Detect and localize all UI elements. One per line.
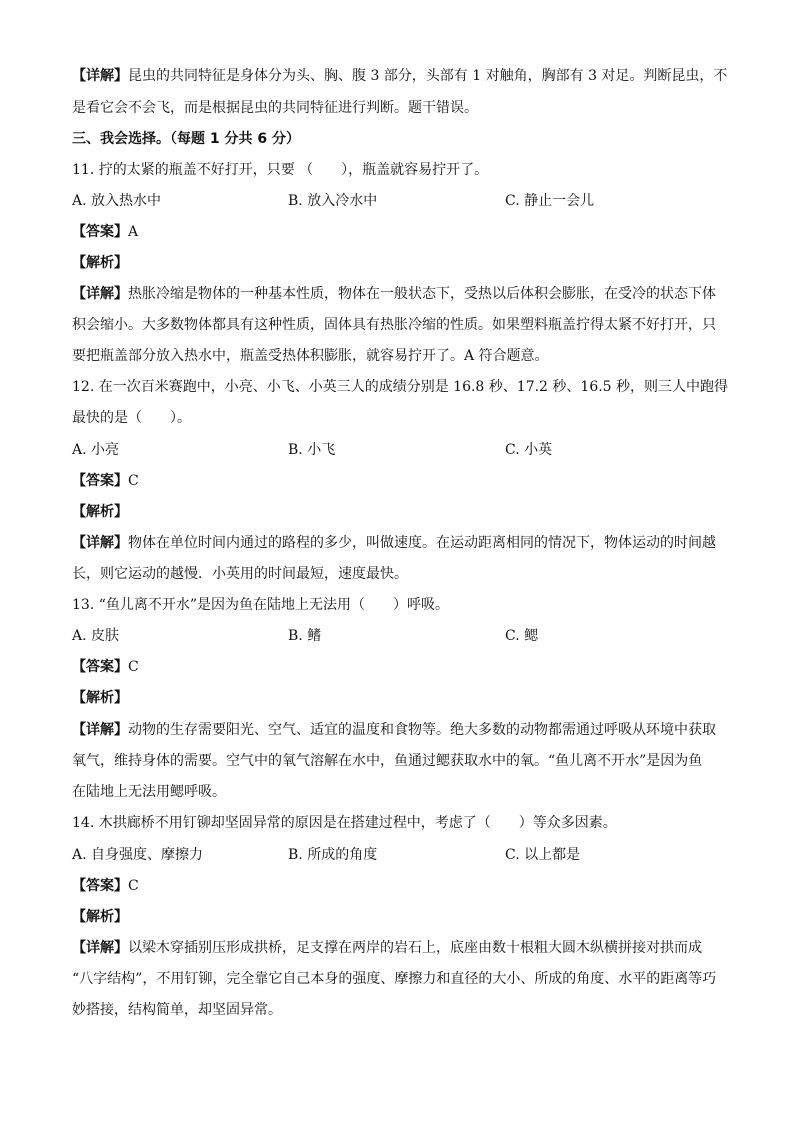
q13-stem: 13. “鱼儿离不开水”是因为鱼在陆地上无法用（ ）呼吸。 bbox=[72, 597, 450, 613]
detail-tag: 【详解】 bbox=[72, 286, 128, 302]
q11-option-a: A. 放入热水中 bbox=[72, 193, 162, 209]
detail-tag: 【详解】 bbox=[72, 722, 128, 738]
q14-detail-line-2: “八字结构”，不用钉铆，完全靠它自己本身的强度、摩擦力和直径的大小、所成的角度、水平的距离等巧 bbox=[72, 971, 717, 987]
q14-detail-line-1 bbox=[72, 938, 724, 958]
q11-detail-line-3: 要把瓶盖部分放入热水中，瓶盖受热体积膨胀，就容易拧开了。A 符合题意。 bbox=[72, 348, 549, 364]
answer-value: A bbox=[128, 224, 139, 240]
q13-detail-line-3: 在陆地上无法用鳃呼吸。 bbox=[72, 784, 226, 800]
q13-detail-line-1 bbox=[72, 720, 724, 740]
intro-detail-line-2: 是看它会不会飞，而是根据昆虫的共同特征进行判断。题干错误。 bbox=[72, 100, 478, 116]
q11-option-c: C. 静止一会儿 bbox=[505, 193, 595, 209]
q14-answer bbox=[72, 876, 724, 896]
q11-detail-line-1 bbox=[72, 284, 724, 304]
q12-option-a: A. 小亮 bbox=[72, 442, 120, 458]
q11-detail-line-2: 积会缩小。大多数物体都具有这种性质，固体具有热胀冷缩的性质。如果塑料瓶盖拧得太紧不好打开，只 bbox=[72, 317, 716, 333]
answer-tag: 【答案】 bbox=[72, 659, 128, 675]
answer-tag: 【答案】 bbox=[72, 224, 128, 240]
q13-analysis-tag: 【解析】 bbox=[72, 690, 128, 706]
q13-option-a: A. 皮肤 bbox=[72, 628, 120, 644]
detail-tag: 【详解】 bbox=[72, 68, 128, 84]
intro-detail-line-1 bbox=[72, 66, 728, 86]
detail-text: 热胀冷缩是物体的一种基本性质，物体在一般状态下，受热以后体积会膨胀，在受冷的状态下体 bbox=[128, 286, 716, 302]
detail-text: 昆虫的共同特征是身体分为头、胸、腹 3 部分，头部有 1 对触角，胸部有 3 对足。判断昆虫，不 bbox=[128, 68, 728, 84]
q11-option-b: B. 放入冷水中 bbox=[288, 193, 378, 209]
q14-detail-line-3: 妙搭接，结构简单，却坚固异常。 bbox=[72, 1002, 282, 1018]
q14-stem: 14. 木拱廊桥不用钉铆却坚固异常的原因是在搭建过程中，考虑了（ ）等众多因素。 bbox=[72, 815, 617, 831]
answer-value: C bbox=[128, 659, 139, 675]
q11-answer bbox=[72, 222, 724, 242]
answer-value: C bbox=[128, 473, 139, 489]
q13-option-b: B. 鳍 bbox=[288, 628, 322, 644]
detail-tag: 【详解】 bbox=[72, 535, 128, 551]
q11-options bbox=[72, 191, 724, 211]
q14-option-c: C. 以上都是 bbox=[505, 847, 581, 863]
q12-options bbox=[72, 440, 724, 460]
answer-tag: 【答案】 bbox=[72, 473, 128, 489]
q13-options bbox=[72, 626, 724, 646]
detail-text: 动物的生存需要阳光、空气、适宜的温度和食物等。绝大多数的动物都需通过呼吸从环境中获取 bbox=[128, 722, 716, 738]
section-title: 三、我会选择。（每题 1 分共 6 分） bbox=[72, 131, 300, 147]
answer-value: C bbox=[128, 878, 139, 894]
q13-detail-line-2: 氧气，维持身体的需要。空气中的氧气溶解在水中，鱼通过鳃获取水中的氧。“鱼儿离不开水”是因为鱼 bbox=[72, 753, 703, 769]
q12-analysis-tag: 【解析】 bbox=[72, 504, 128, 520]
q11-stem: 11. 拧的太紧的瓶盖不好打开，只要 （ ），瓶盖就容易拧开了。 bbox=[72, 162, 489, 178]
q14-analysis-tag: 【解析】 bbox=[72, 909, 128, 925]
q12-stem-line-2: 最快的是（ ）。 bbox=[72, 410, 191, 426]
q12-detail-line-2: 长，则它运动的越慢．小英用的时间最短，速度最快。 bbox=[72, 566, 408, 582]
detail-text: 物体在单位时间内通过的路程的多少，叫做速度。在运动距离相同的情况下，物体运动的时间越 bbox=[128, 535, 716, 551]
detail-tag: 【详解】 bbox=[72, 940, 128, 956]
q12-stem-line-1: 12. 在一次百米赛跑中，小亮、小飞、小英三人的成绩分别是 16.8 秒、17.2 秒、16.5 秒，则三人中跑得 bbox=[72, 379, 729, 395]
q13-option-c: C. 鳃 bbox=[505, 628, 539, 644]
q12-option-b: B. 小飞 bbox=[288, 442, 336, 458]
q12-option-c: C. 小英 bbox=[505, 442, 553, 458]
detail-text: 以梁木穿插别压形成拱桥，足支撑在两岸的岩石上，底座由数十根粗大圆木纵横拼接对拱而成 bbox=[128, 940, 702, 956]
q14-option-b: B. 所成的角度 bbox=[288, 847, 378, 863]
q11-analysis-tag: 【解析】 bbox=[72, 255, 128, 271]
q14-option-a: A. 自身强度、摩擦力 bbox=[72, 847, 204, 863]
q14-options bbox=[72, 845, 724, 865]
answer-tag: 【答案】 bbox=[72, 878, 128, 894]
q12-detail-line-1 bbox=[72, 533, 724, 553]
q13-answer bbox=[72, 657, 724, 677]
q12-answer bbox=[72, 471, 724, 491]
